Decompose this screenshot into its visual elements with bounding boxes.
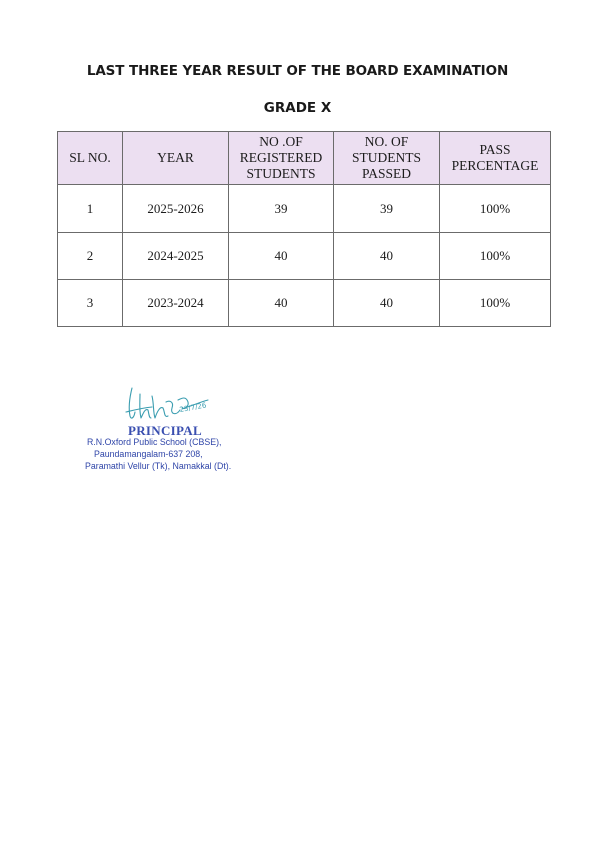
cell-percentage: 100% [440, 233, 551, 280]
results-table [57, 131, 551, 327]
header-registered: NO .OF REGISTERED STUDENTS [229, 132, 334, 185]
stamp-address-line1: R.N.Oxford Public School (CBSE), [87, 437, 222, 447]
header-sl-no: SL NO. [58, 132, 123, 185]
cell-registered: 39 [229, 185, 334, 233]
stamp-address-line2: Paundamangalam-637 208, [94, 449, 203, 459]
cell-year: 2025-2026 [123, 185, 229, 233]
table-row [58, 280, 551, 327]
principal-title: PRINCIPAL [128, 423, 202, 438]
stamp-address-line3: Paramathi Vellur (Tk), Namakkal (Dt). [85, 461, 232, 471]
table-row [58, 233, 551, 280]
cell-sl-no: 2 [58, 233, 123, 280]
cell-sl-no: 1 [58, 185, 123, 233]
header-year: YEAR [123, 132, 229, 185]
cell-percentage: 100% [440, 280, 551, 327]
cell-registered: 40 [229, 233, 334, 280]
principal-stamp [84, 382, 284, 482]
header-passed: NO. OF STUDENTS PASSED [334, 132, 440, 185]
cell-passed: 39 [334, 185, 440, 233]
document-title: LAST THREE YEAR RESULT OF THE BOARD EXAMINATION [86, 63, 509, 79]
cell-registered: 40 [229, 280, 334, 327]
cell-passed: 40 [334, 280, 440, 327]
cell-year: 2023-2024 [123, 280, 229, 327]
document-subtitle: GRADE X [263, 100, 332, 116]
cell-percentage: 100% [440, 185, 551, 233]
table-header-row [58, 132, 551, 185]
signature-date: 23/7/26 [178, 401, 207, 414]
header-pass-percentage: PASS PERCENTAGE [440, 132, 551, 185]
cell-passed: 40 [334, 233, 440, 280]
table-row [58, 185, 551, 233]
cell-year: 2024-2025 [123, 233, 229, 280]
cell-sl-no: 3 [58, 280, 123, 327]
